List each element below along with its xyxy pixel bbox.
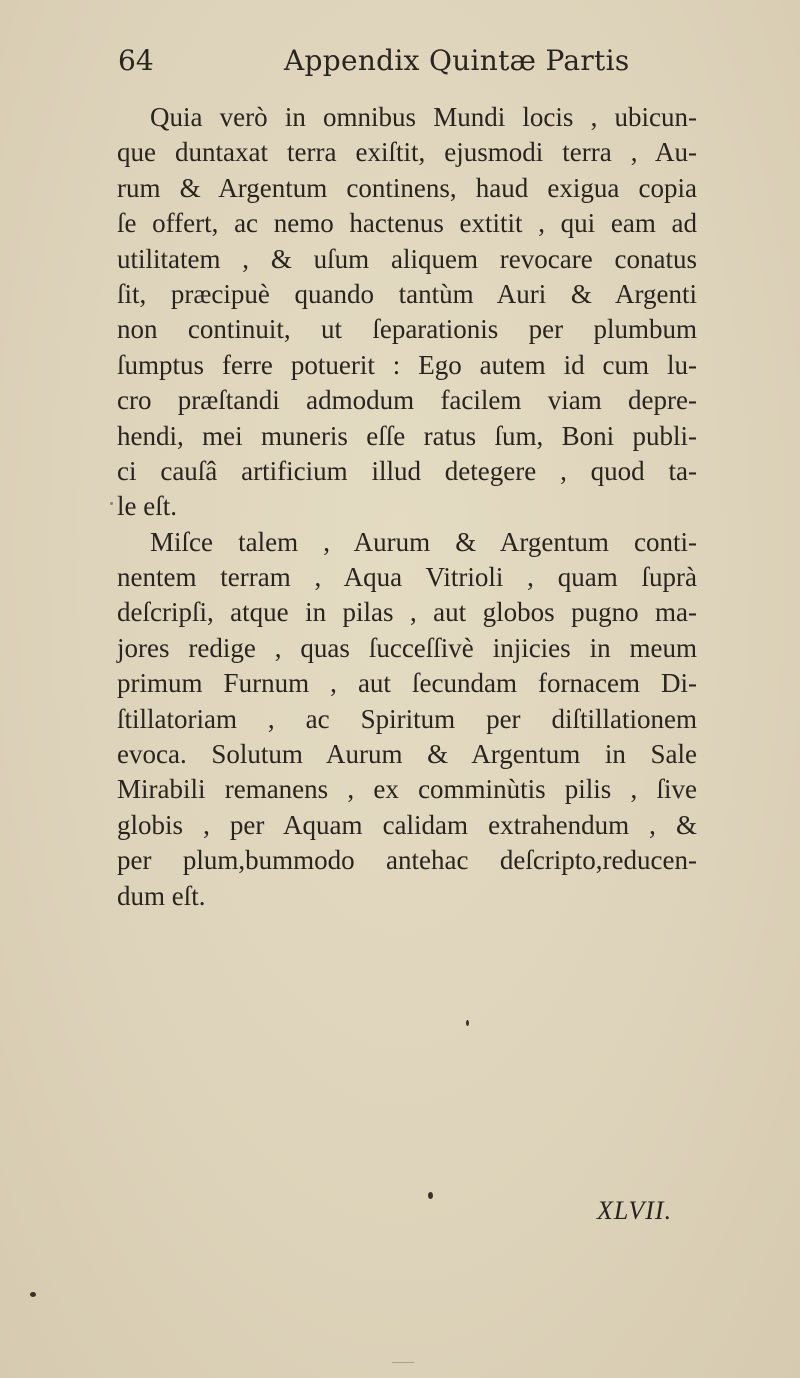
text-line: ſtillatoriam , ac Spiritum per diſtillationem [117,703,697,734]
text-line: deſcripſi, atque in pilas , aut globos pugno ma- [117,597,697,628]
text-line: Mirabili remanens , ex comminùtis pilis , ſive [117,774,697,805]
text-line: ſumptus ferre potuerit : Ego autem id cum lu- [117,349,697,380]
text-line: jores redige , quas ſucceſſivè injicies in meum [117,632,697,663]
page-header [118,44,678,90]
text-line: ci cauſâ artificium illud detegere , quod ta- [117,455,697,486]
paper-speck [110,502,113,505]
paper-speck [428,1192,433,1199]
catchword: XLVII. [597,1196,673,1225]
text-line: nentem terram , Aqua Vitrioli , quam ſuprà [117,562,697,593]
text-line: Quia verò in omnibus Mundi locis , ubicun- [150,102,697,132]
text-line: ſe offert, ac nemo hactenus extitit , qui eam ad [117,208,697,239]
page-number: 64 [118,44,154,77]
text-line: per plum,bummodo antehac deſcripto,reducen- [117,845,697,876]
text-line: dum eſt. [117,880,206,911]
text-line: que duntaxat terra exiſtit, ejusmodi terra , Au- [117,137,697,168]
text-line: cro præſtandi admodum facilem viam depre- [117,385,697,416]
text-line: ſit, præcipuè quando tantùm Auri & Argenti [117,278,697,309]
text-line: le eſt. [117,491,177,522]
text-line: primum Furnum , aut ſecundam fornacem Di- [117,668,697,699]
text-line: globis , per Aquam calidam extrahendum , & [117,809,697,840]
running-head: Appendix Quintæ Partis [284,44,630,77]
text-line: evoca. Solutum Aurum & Argentum in Sale [117,739,697,770]
paper-speck [466,1020,469,1026]
text-line: Miſce talem , Aurum & Argentum conti- [150,526,697,557]
text-line: rum & Argentum continens, haud exigua copia [117,172,697,203]
body-text [117,100,697,914]
text-line: non continuit, ut ſeparationis per plumbum [117,314,697,345]
paper-speck [30,1292,36,1297]
paper-mark [392,1362,414,1363]
text-line: hendi, mei muneris eſſe ratus ſum, Boni publi- [117,420,697,451]
text-line: utilitatem , & uſum aliquem revocare conatus [117,243,697,274]
